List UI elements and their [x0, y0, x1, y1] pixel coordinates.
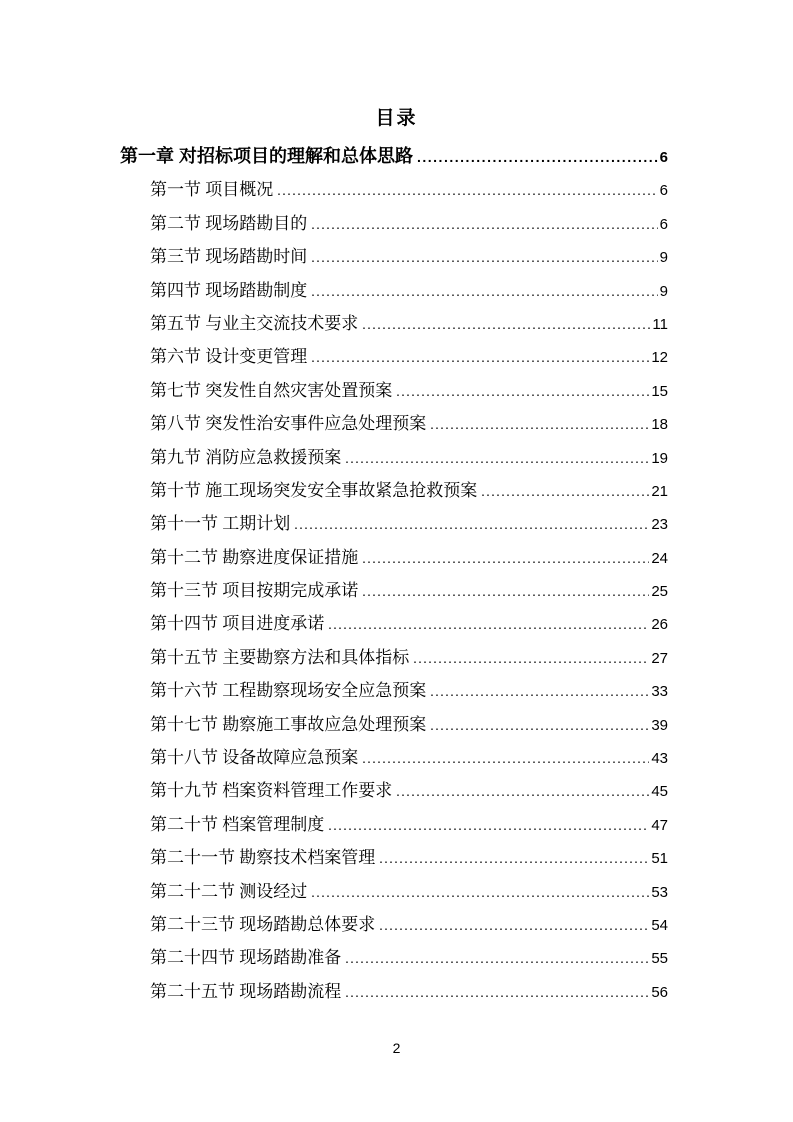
toc-entry-row[interactable] — [120, 276, 668, 309]
dot-leader — [311, 347, 649, 367]
toc-entry-row[interactable] — [120, 877, 668, 910]
toc-entry-page: 12 — [651, 349, 668, 367]
dot-leader — [328, 815, 649, 835]
toc-entry-row[interactable] — [120, 676, 668, 709]
toc-chapter-row[interactable] — [120, 142, 668, 175]
toc-entry-row[interactable] — [120, 910, 668, 943]
dot-leader — [311, 247, 657, 267]
dot-leader — [362, 581, 649, 601]
toc-entry-page: 9 — [659, 249, 668, 267]
toc-entry-row[interactable] — [120, 476, 668, 509]
toc-entry-page: 6 — [659, 182, 668, 200]
toc-entry-page: 51 — [651, 850, 668, 868]
dot-leader — [379, 848, 649, 868]
toc-entry-label: 第十节 施工现场突发安全事故紧急抢救预案 — [150, 480, 478, 500]
toc-entry-label: 第十五节 主要勘察方法和具体指标 — [150, 647, 410, 667]
dot-leader — [430, 715, 649, 735]
dot-leader — [481, 481, 649, 501]
toc-entry-row[interactable] — [120, 977, 668, 1010]
toc-chapter-page: 6 — [659, 149, 668, 166]
dot-leader — [413, 648, 649, 668]
toc-entry-label: 第二十一节 勘察技术档案管理 — [150, 848, 376, 868]
toc-entry-page: 19 — [651, 449, 668, 467]
toc-entry-page: 26 — [651, 616, 668, 634]
toc-entry-row[interactable] — [120, 810, 668, 843]
toc-entry-row[interactable] — [120, 342, 668, 375]
dot-leader — [311, 214, 657, 234]
dot-leader — [417, 146, 658, 167]
toc-entry-row[interactable] — [120, 643, 668, 676]
toc-entry-label: 第十七节 勘察施工事故应急处理预案 — [150, 714, 427, 734]
toc-entry-page: 56 — [651, 983, 668, 1001]
toc-entry-row[interactable] — [120, 509, 668, 542]
toc-entry-row[interactable] — [120, 409, 668, 442]
toc-entry-row[interactable] — [120, 376, 668, 409]
toc-entry-page: 11 — [652, 315, 668, 333]
toc-entry-label: 第三节 现场踏勘时间 — [150, 247, 308, 267]
toc-entry-page: 25 — [651, 583, 668, 601]
toc-entry-row[interactable] — [120, 175, 668, 208]
toc-entry-row[interactable] — [120, 743, 668, 776]
dot-leader — [345, 982, 649, 1002]
dot-leader — [345, 948, 649, 968]
toc-entry-page: 55 — [651, 950, 668, 968]
toc-entry-label: 第十四节 项目进度承诺 — [150, 614, 325, 634]
dot-leader — [430, 414, 649, 434]
toc-title: 目录 — [375, 108, 418, 129]
dot-leader — [345, 448, 649, 468]
toc-entry-label: 第八节 突发性治安事件应急处理预案 — [150, 414, 427, 434]
toc-entry-row[interactable] — [120, 209, 668, 242]
dot-leader — [311, 882, 649, 902]
dot-leader — [328, 614, 649, 634]
toc-entry-row[interactable] — [120, 543, 668, 576]
toc-entry-label: 第九节 消防应急救援预案 — [150, 447, 342, 467]
toc-entry-label: 第四节 现场踏勘制度 — [150, 280, 308, 300]
toc-entries — [120, 175, 668, 1010]
toc-entry-label: 第一节 项目概况 — [150, 180, 274, 200]
toc-entry-page: 54 — [651, 916, 668, 934]
toc-entry-label: 第十三节 项目按期完成承诺 — [150, 581, 359, 601]
toc-entry-label: 第十一节 工期计划 — [150, 514, 291, 534]
toc-entry-row[interactable] — [120, 943, 668, 976]
toc-entry-page: 45 — [651, 783, 668, 801]
toc-entry-page: 47 — [651, 816, 668, 834]
toc-entry-label: 第二十四节 现场踏勘准备 — [150, 948, 342, 968]
page-number-footer: 2 — [392, 1040, 401, 1056]
toc-entry-label: 第二节 现场踏勘目的 — [150, 213, 308, 233]
dot-leader — [396, 781, 649, 801]
toc-entry-row[interactable] — [120, 609, 668, 642]
toc-entry-page: 15 — [651, 382, 668, 400]
toc-entry-row[interactable] — [120, 710, 668, 743]
toc-entry-label: 第二十节 档案管理制度 — [150, 814, 325, 834]
toc-entry-row[interactable] — [120, 776, 668, 809]
toc-entry-page: 27 — [651, 649, 668, 667]
toc-entry-page: 6 — [659, 215, 668, 233]
toc-entry-page: 21 — [651, 482, 668, 500]
toc-entry-page: 43 — [651, 750, 668, 768]
toc-entry-row[interactable] — [120, 242, 668, 275]
toc-entry-label: 第十九节 档案资料管理工作要求 — [150, 781, 393, 801]
dot-leader — [294, 514, 649, 534]
dot-leader — [362, 748, 649, 768]
toc-entry-label: 第十六节 工程勘察现场安全应急预案 — [150, 681, 427, 701]
toc-entry-label: 第七节 突发性自然灾害处置预案 — [150, 380, 393, 400]
toc-entry-page: 23 — [651, 516, 668, 534]
toc-entry-label: 第十八节 设备故障应急预案 — [150, 748, 359, 768]
dot-leader — [379, 915, 649, 935]
toc-entry-label: 第十二节 勘察进度保证措施 — [150, 547, 359, 567]
toc-entry-row[interactable] — [120, 309, 668, 342]
toc-entry-page: 9 — [659, 282, 668, 300]
toc-entry-page: 39 — [651, 716, 668, 734]
toc-entry-page: 53 — [651, 883, 668, 901]
dot-leader — [277, 180, 657, 200]
toc-entry-label: 第五节 与业主交流技术要求 — [150, 313, 359, 333]
dot-leader — [430, 681, 649, 701]
dot-leader — [362, 314, 650, 334]
toc-entry-page: 33 — [651, 683, 668, 701]
dot-leader — [311, 281, 657, 301]
toc-entry-label: 第二十五节 现场踏勘流程 — [150, 981, 342, 1001]
dot-leader — [362, 548, 649, 568]
toc-entry-page: 24 — [651, 549, 668, 567]
dot-leader — [396, 381, 649, 401]
toc-entry-label: 第六节 设计变更管理 — [150, 347, 308, 367]
toc-entry-label: 第二十三节 现场踏勘总体要求 — [150, 914, 376, 934]
toc-entry-row[interactable] — [120, 843, 668, 876]
toc-entry-row[interactable] — [120, 443, 668, 476]
toc-entry-row[interactable] — [120, 576, 668, 609]
toc-chapter-label: 第一章 对招标项目的理解和总体思路 — [120, 146, 413, 166]
toc-entry-page: 18 — [651, 416, 668, 434]
toc-entry-label: 第二十二节 测设经过 — [150, 881, 308, 901]
toc-list — [120, 142, 668, 1010]
